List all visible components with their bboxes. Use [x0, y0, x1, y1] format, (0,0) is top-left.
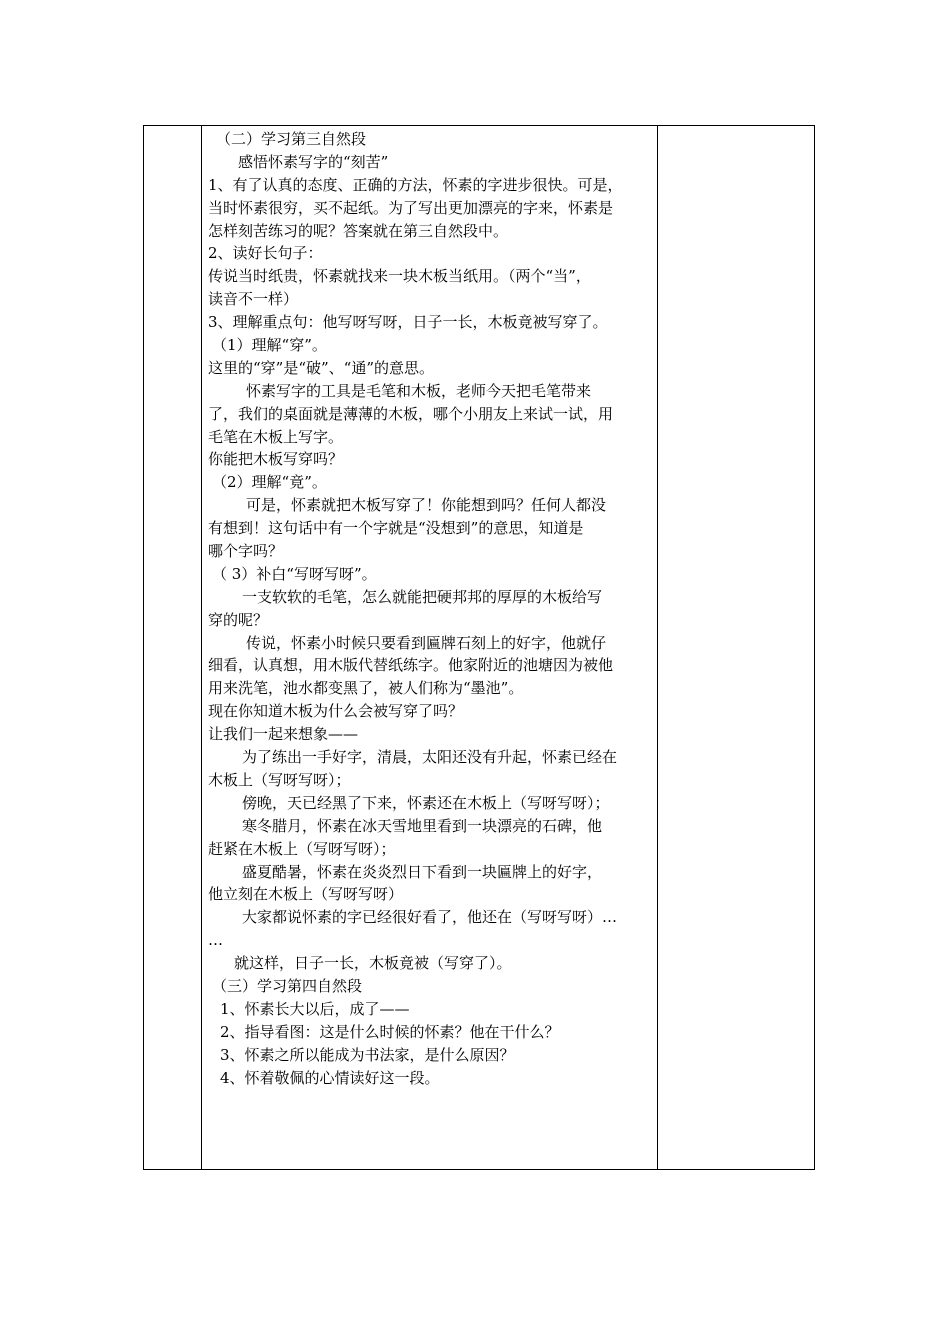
text-line: 当时怀素很穷，买不起纸。为了写出更加漂亮的字来，怀素是	[208, 198, 614, 217]
text-line: 让我们一起来想象——	[208, 725, 359, 744]
lesson-content-column	[208, 128, 652, 1089]
text-line: 为了练出一手好字，清晨，太阳还没有升起，怀素已经在	[242, 748, 618, 767]
column-divider-right	[657, 126, 658, 1169]
text-line: 用来洗笔，池水都变黑了，被人们称为“墨池”。	[208, 679, 524, 698]
text-line: …	[208, 931, 223, 950]
text-line: 他立刻在木板上（写呀写呀）	[208, 885, 404, 904]
text-line: 寒冬腊月，怀素在冰天雪地里看到一块漂亮的石碑，他	[242, 816, 603, 835]
text-line: 怀素写字的工具是毛笔和木板，老师今天把毛笔带来	[246, 381, 592, 400]
text-line: 哪个字吗？	[208, 542, 284, 561]
text-line: 1、有了认真的态度、正确的方法，怀素的字进步很快。可是，	[208, 175, 623, 194]
text-line: 2、指导看图：这是什么时候的怀素？他在干什么？	[220, 1022, 560, 1041]
text-line: 傍晚，天已经黑了下来，怀素还在木板上（写呀写呀）；	[242, 793, 610, 812]
text-line: 有想到！这句话中有一个字就是“没想到”的意思，知道是	[208, 519, 584, 538]
text-line: 传说当时纸贵，怀素就找来一块木板当纸用。（两个“当”，	[208, 267, 591, 286]
text-line: 感悟怀素写字的“刻苦”	[238, 152, 389, 171]
text-line: （三）学习第四自然段	[212, 976, 363, 995]
text-line: 赶紧在木板上（写呀写呀）；	[208, 839, 396, 858]
text-line: （二）学习第三自然段	[216, 130, 367, 148]
text-line: 你能把木板写穿吗？	[208, 450, 344, 469]
text-line: 怎样刻苦练习的呢？答案就在第三自然段中。	[208, 221, 509, 240]
text-line: 读音不一样）	[208, 290, 299, 309]
text-line: 就这样，日子一长，木板竟被（写穿了）。	[234, 954, 512, 973]
text-line: 大家都说怀素的字已经很好看了，他还在（写呀写呀）…	[242, 908, 618, 927]
text-line: 3、理解重点句：他写呀写呀，日子一长，木板竟被写穿了。	[208, 313, 608, 332]
text-line: （1）理解“穿”。	[212, 336, 327, 355]
text-line: 现在你知道木板为什么会被写穿了吗？	[208, 702, 464, 721]
text-line: 4、怀着敬佩的心情读好这一段。	[220, 1068, 440, 1087]
text-line: 了，我们的桌面就是薄薄的木板，哪个小朋友上来试一试，用	[208, 404, 614, 423]
column-divider-left	[201, 126, 202, 1169]
text-line: 木板上（写呀写呀）；	[208, 770, 351, 789]
text-line: 细看，认真想，用木版代替纸练字。他家附近的池塘因为被他	[208, 656, 614, 675]
text-line: 穿的呢？	[208, 610, 269, 629]
text-line: 2、读好长句子：	[208, 244, 323, 263]
text-line: 毛笔在木板上写字。	[208, 427, 344, 446]
text-line: 传说，怀素小时候只要看到匾牌石刻上的好字，他就仔	[246, 633, 607, 652]
text-line: （ 3）补白“写呀写呀”。	[212, 564, 377, 583]
text-line: 可是，怀素就把木板写穿了！你能想到吗？任何人都没	[246, 496, 607, 515]
text-line: 一支软软的毛笔，怎么就能把硬邦邦的厚厚的木板给写	[242, 587, 603, 606]
text-line: 1、怀素长大以后，成了——	[220, 999, 410, 1018]
text-line: （2）理解“竟”。	[212, 473, 327, 492]
text-line: 盛夏酷暑，怀素在炎炎烈日下看到一块匾牌上的好字，	[242, 862, 603, 881]
text-line: 3、怀素之所以能成为书法家，是什么原因？	[220, 1045, 515, 1064]
text-line: 这里的“穿”是“破”、“通”的意思。	[208, 358, 435, 377]
